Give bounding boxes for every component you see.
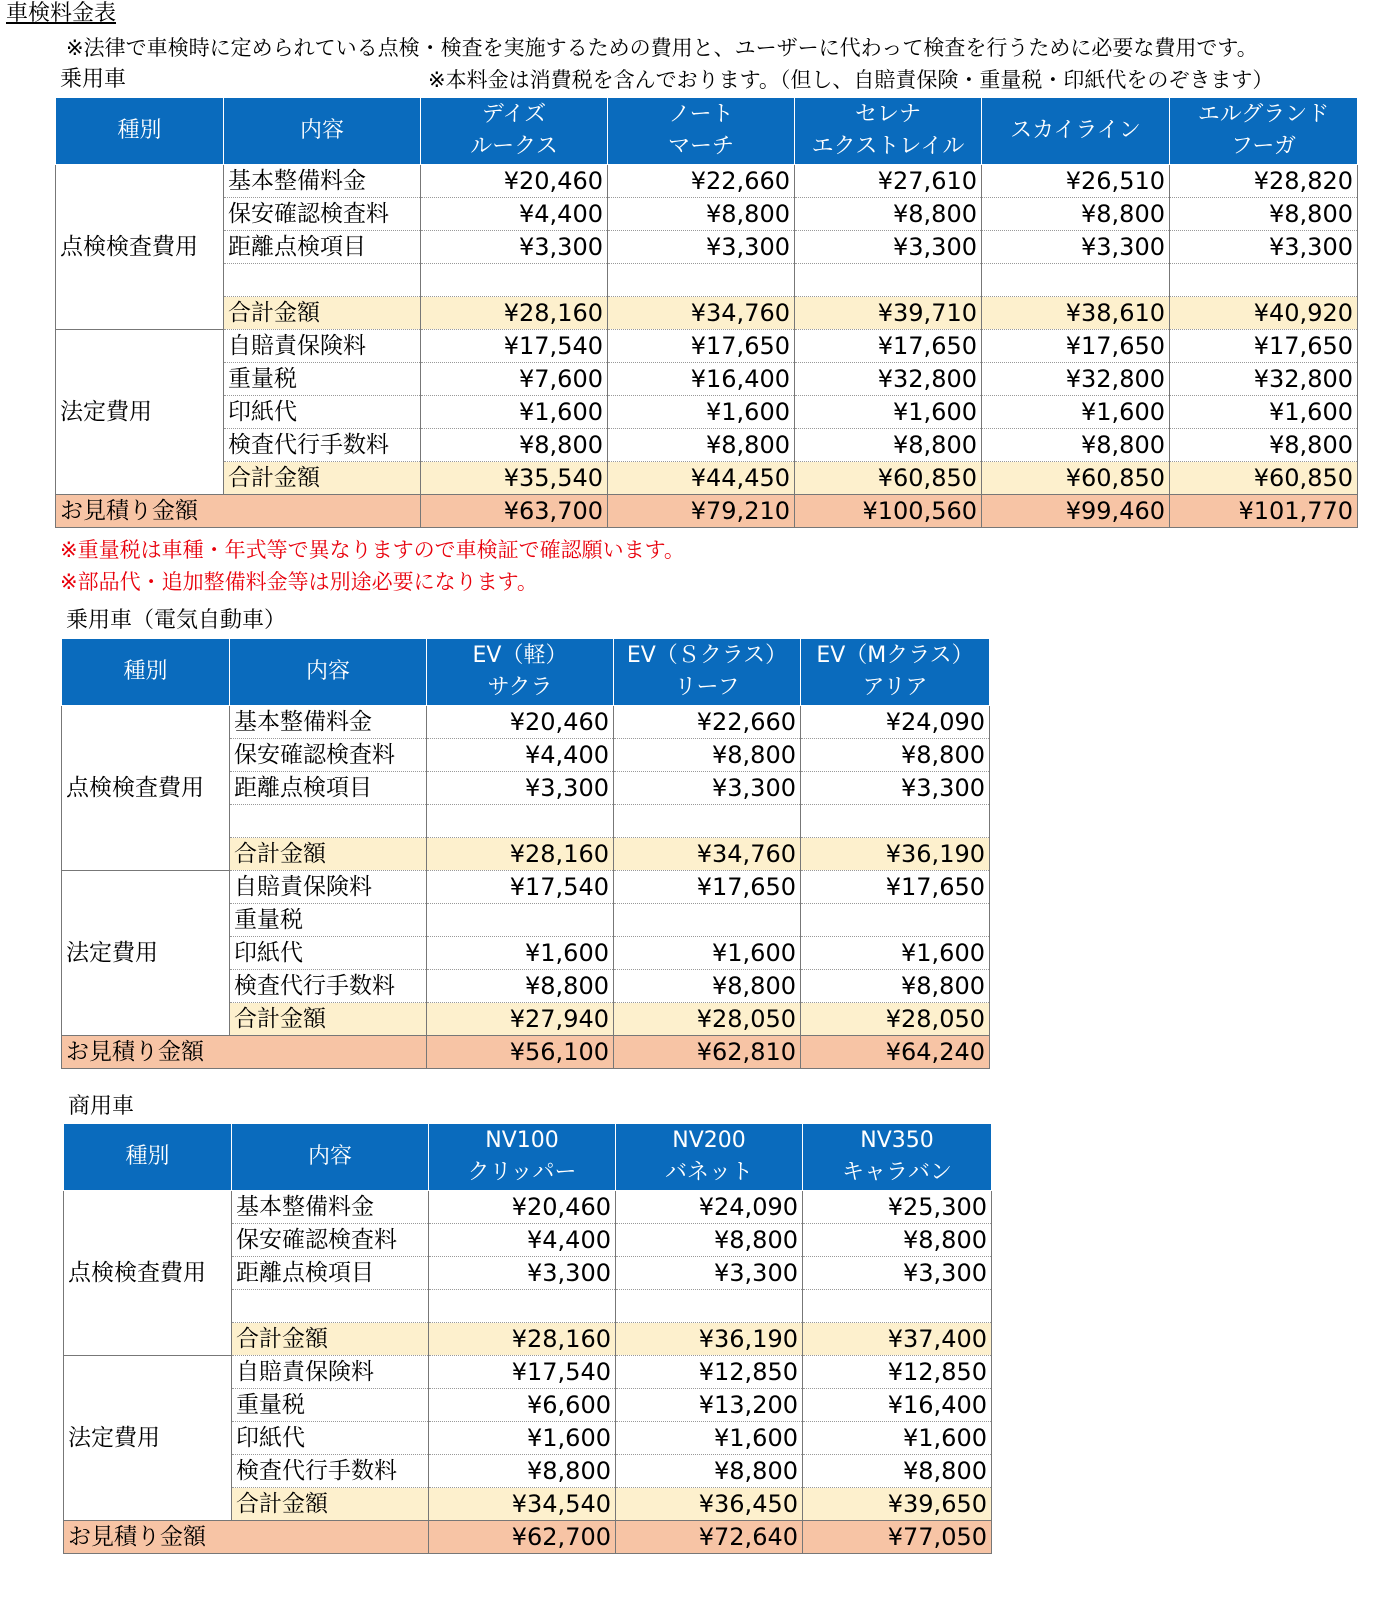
value-cell: ¥17,540 [427, 871, 614, 904]
item-label-agency: 検査代行手数料 [224, 429, 421, 462]
blank-cell [801, 805, 990, 838]
value-cell: ¥27,610 [795, 165, 982, 198]
item-label-subtotal: 合計金額 [230, 1003, 427, 1036]
item-label-distance: 距離点検項目 [230, 772, 427, 805]
model-name-line1: セレナ [854, 102, 921, 127]
category-inspection: 点検検査費用 [56, 165, 224, 330]
item-label-safety: 保安確認検査料 [232, 1224, 429, 1257]
value-cell: ¥17,650 [614, 871, 801, 904]
estimate-label: お見積り金額 [64, 1521, 429, 1554]
value-cell: ¥28,050 [614, 1003, 801, 1036]
value-cell: ¥8,800 [795, 198, 982, 231]
value-cell: ¥3,300 [1170, 231, 1358, 264]
value-cell: ¥1,600 [795, 396, 982, 429]
value-cell: ¥3,300 [614, 772, 801, 805]
blank-cell [1170, 264, 1358, 297]
value-cell: ¥8,800 [616, 1224, 803, 1257]
model-name-line1: スカイライン [1010, 118, 1141, 143]
blank-cell [427, 805, 614, 838]
blank-cell [232, 1290, 429, 1323]
table-row [56, 363, 1358, 396]
value-cell: ¥44,450 [608, 462, 795, 495]
model-name-line2: マーチ [667, 134, 734, 159]
value-cell: ¥22,660 [608, 165, 795, 198]
value-cell [801, 904, 990, 937]
item-label-stamp: 印紙代 [232, 1422, 429, 1455]
value-cell: ¥4,400 [421, 198, 608, 231]
item-label-safety: 保安確認検査料 [230, 739, 427, 772]
estimate-label: お見積り金額 [56, 495, 421, 528]
item-label-jibaiseki: 自賠責保険料 [230, 871, 427, 904]
estimate-label: お見積り金額 [62, 1036, 427, 1069]
value-cell: ¥28,820 [1170, 165, 1358, 198]
header-row [64, 1124, 992, 1191]
value-cell: ¥1,600 [608, 396, 795, 429]
blank-cell [616, 1290, 803, 1323]
table-row [56, 264, 1358, 297]
value-cell: ¥34,760 [608, 297, 795, 330]
header-content: 内容 [232, 1124, 429, 1191]
value-cell: ¥38,610 [982, 297, 1170, 330]
value-cell: ¥34,540 [429, 1488, 616, 1521]
model-name-line1: EV（Mクラス） [816, 643, 974, 668]
estimate-value: ¥64,240 [801, 1036, 990, 1069]
value-cell: ¥8,800 [801, 970, 990, 1003]
value-cell: ¥35,540 [421, 462, 608, 495]
value-cell: ¥27,940 [427, 1003, 614, 1036]
value-cell: ¥8,800 [614, 739, 801, 772]
header-model-2 [614, 639, 801, 706]
value-cell: ¥3,300 [795, 231, 982, 264]
category-legal: 法定費用 [62, 871, 230, 1036]
value-cell: ¥8,800 [803, 1455, 992, 1488]
item-label-distance: 距離点検項目 [232, 1257, 429, 1290]
ev-fee-table [61, 638, 990, 1069]
value-cell: ¥32,800 [982, 363, 1170, 396]
blank-cell [614, 805, 801, 838]
estimate-value: ¥77,050 [803, 1521, 992, 1554]
model-name-line2: サクラ [487, 675, 553, 700]
estimate-row [64, 1521, 992, 1554]
value-cell: ¥8,800 [1170, 198, 1358, 231]
fee-description-note: ※法律で車検時に定められている点検・検査を実施するための費用と、ユーザーに代わって検査を行うために必要な費用です。 [66, 36, 1258, 60]
value-cell: ¥8,800 [1170, 429, 1358, 462]
value-cell: ¥1,600 [801, 937, 990, 970]
item-label-basic: 基本整備料金 [232, 1191, 429, 1224]
item-label-weight-tax: 重量税 [230, 904, 427, 937]
value-cell: ¥4,400 [427, 739, 614, 772]
value-cell: ¥8,800 [795, 429, 982, 462]
value-cell: ¥8,800 [982, 198, 1170, 231]
header-model-4 [982, 98, 1170, 165]
item-label-subtotal: 合計金額 [232, 1488, 429, 1521]
item-label-jibaiseki: 自賠責保険料 [224, 330, 421, 363]
category-inspection: 点検検査費用 [64, 1191, 232, 1356]
value-cell: ¥6,600 [429, 1389, 616, 1422]
value-cell: ¥32,800 [1170, 363, 1358, 396]
header-row [62, 639, 990, 706]
value-cell: ¥8,800 [801, 739, 990, 772]
value-cell: ¥3,300 [429, 1257, 616, 1290]
value-cell: ¥20,460 [427, 706, 614, 739]
value-cell: ¥13,200 [616, 1389, 803, 1422]
estimate-value: ¥100,560 [795, 495, 982, 528]
value-cell: ¥7,600 [421, 363, 608, 396]
model-name-line1: EV（Ｓクラス） [626, 643, 788, 668]
value-cell: ¥8,800 [608, 429, 795, 462]
value-cell: ¥34,760 [614, 838, 801, 871]
item-label-weight-tax: 重量税 [224, 363, 421, 396]
value-cell: ¥3,300 [801, 772, 990, 805]
table-row [56, 330, 1358, 363]
header-model-3 [801, 639, 990, 706]
blank-cell [224, 264, 421, 297]
header-row [56, 98, 1358, 165]
value-cell [427, 904, 614, 937]
item-label-subtotal: 合計金額 [224, 462, 421, 495]
header-model-5 [1170, 98, 1358, 165]
value-cell: ¥8,800 [427, 970, 614, 1003]
value-cell: ¥8,800 [614, 970, 801, 1003]
estimate-value: ¥72,640 [616, 1521, 803, 1554]
value-cell: ¥22,660 [614, 706, 801, 739]
page-title: 車検料金表 [6, 1, 117, 26]
item-label-weight-tax: 重量税 [232, 1389, 429, 1422]
value-cell: ¥8,800 [616, 1455, 803, 1488]
value-cell: ¥3,300 [616, 1257, 803, 1290]
table-row [56, 198, 1358, 231]
model-name-line2: キャラバン [841, 1160, 952, 1185]
blank-cell [230, 805, 427, 838]
header-content: 内容 [224, 98, 421, 165]
value-cell: ¥25,300 [803, 1191, 992, 1224]
value-cell: ¥1,600 [982, 396, 1170, 429]
value-cell: ¥32,800 [795, 363, 982, 396]
value-cell: ¥4,400 [429, 1224, 616, 1257]
value-cell: ¥28,160 [429, 1323, 616, 1356]
value-cell: ¥17,650 [801, 871, 990, 904]
parts-cost-note: ※部品代・追加整備料金等は別途必要になります。 [60, 570, 538, 594]
value-cell: ¥28,160 [421, 297, 608, 330]
model-name-line2: クリッパー [467, 1160, 577, 1185]
blank-cell [608, 264, 795, 297]
model-name-line2: リーフ [674, 675, 740, 700]
value-cell: ¥60,850 [982, 462, 1170, 495]
header-model-1 [429, 1124, 616, 1191]
header-content: 内容 [230, 639, 427, 706]
table-row [64, 1191, 992, 1224]
table-row [64, 1356, 992, 1389]
model-name-line1: EV（軽） [472, 643, 568, 668]
value-cell: ¥8,800 [421, 429, 608, 462]
item-label-basic: 基本整備料金 [230, 706, 427, 739]
value-cell: ¥36,190 [801, 838, 990, 871]
estimate-value: ¥63,700 [421, 495, 608, 528]
value-cell: ¥16,400 [803, 1389, 992, 1422]
value-cell: ¥1,600 [616, 1422, 803, 1455]
item-label-stamp: 印紙代 [230, 937, 427, 970]
blank-cell [421, 264, 608, 297]
model-name-line1: NV350 [860, 1128, 934, 1153]
header-model-2 [616, 1124, 803, 1191]
estimate-value: ¥99,460 [982, 495, 1170, 528]
item-label-subtotal: 合計金額 [230, 838, 427, 871]
item-label-subtotal: 合計金額 [224, 297, 421, 330]
tax-note: ※本料金は消費税を含んでおります。（但し、自賠責保険・重量税・印紙代をのぞきます） [428, 68, 1274, 92]
value-cell: ¥1,600 [614, 937, 801, 970]
table-row [56, 231, 1358, 264]
model-name-line2: ルークス [470, 134, 558, 159]
section-label-passenger: 乗用車 [60, 67, 127, 92]
item-label-basic: 基本整備料金 [224, 165, 421, 198]
value-cell: ¥26,510 [982, 165, 1170, 198]
estimate-value: ¥56,100 [427, 1036, 614, 1069]
header-type: 種別 [56, 98, 224, 165]
value-cell: ¥1,600 [421, 396, 608, 429]
value-cell: ¥16,400 [608, 363, 795, 396]
estimate-value: ¥62,700 [429, 1521, 616, 1554]
value-cell: ¥20,460 [421, 165, 608, 198]
weight-tax-note: ※重量税は車種・年式等で異なりますので車検証で確認願います。 [60, 538, 685, 562]
value-cell: ¥3,300 [803, 1257, 992, 1290]
value-cell: ¥17,540 [421, 330, 608, 363]
header-model-3 [795, 98, 982, 165]
value-cell: ¥17,650 [1170, 330, 1358, 363]
table-row [56, 462, 1358, 495]
category-inspection: 点検検査費用 [62, 706, 230, 871]
value-cell: ¥1,600 [803, 1422, 992, 1455]
value-cell: ¥12,850 [616, 1356, 803, 1389]
value-cell [614, 904, 801, 937]
blank-cell [795, 264, 982, 297]
value-cell: ¥60,850 [795, 462, 982, 495]
item-label-subtotal: 合計金額 [232, 1323, 429, 1356]
item-label-agency: 検査代行手数料 [232, 1455, 429, 1488]
value-cell: ¥1,600 [427, 937, 614, 970]
value-cell: ¥36,450 [616, 1488, 803, 1521]
estimate-row [56, 495, 1358, 528]
value-cell: ¥24,090 [801, 706, 990, 739]
model-name-line1: デイズ [481, 102, 547, 127]
value-cell: ¥17,650 [608, 330, 795, 363]
estimate-value: ¥101,770 [1170, 495, 1358, 528]
item-label-distance: 距離点検項目 [224, 231, 421, 264]
item-label-jibaiseki: 自賠責保険料 [232, 1356, 429, 1389]
item-label-safety: 保安確認検査料 [224, 198, 421, 231]
passenger-fee-table [55, 97, 1358, 528]
header-type: 種別 [64, 1124, 232, 1191]
header-model-2 [608, 98, 795, 165]
blank-cell [429, 1290, 616, 1323]
header-model-1 [427, 639, 614, 706]
section-label-ev: 乗用車（電気自動車） [66, 608, 287, 633]
value-cell: ¥20,460 [429, 1191, 616, 1224]
value-cell: ¥37,400 [803, 1323, 992, 1356]
model-name-line1: NV100 [485, 1128, 559, 1153]
value-cell: ¥28,160 [427, 838, 614, 871]
blank-cell [803, 1290, 992, 1323]
model-name-line1: ノート [668, 102, 734, 127]
model-name-line2: バネット [664, 1160, 753, 1185]
value-cell: ¥3,300 [427, 772, 614, 805]
header-model-1 [421, 98, 608, 165]
table-row [56, 429, 1358, 462]
value-cell: ¥28,050 [801, 1003, 990, 1036]
value-cell: ¥17,650 [795, 330, 982, 363]
table-row [62, 871, 990, 904]
value-cell: ¥1,600 [429, 1422, 616, 1455]
value-cell: ¥40,920 [1170, 297, 1358, 330]
estimate-row [62, 1036, 990, 1069]
item-label-stamp: 印紙代 [224, 396, 421, 429]
blank-cell [982, 264, 1170, 297]
value-cell: ¥8,800 [982, 429, 1170, 462]
estimate-value: ¥79,210 [608, 495, 795, 528]
table-row [56, 396, 1358, 429]
table-row [62, 706, 990, 739]
header-model-3 [803, 1124, 992, 1191]
value-cell: ¥3,300 [421, 231, 608, 264]
value-cell: ¥39,650 [803, 1488, 992, 1521]
value-cell: ¥24,090 [616, 1191, 803, 1224]
header-type: 種別 [62, 639, 230, 706]
category-legal: 法定費用 [64, 1356, 232, 1521]
table-row [56, 165, 1358, 198]
section-label-commercial: 商用車 [68, 1094, 135, 1119]
value-cell: ¥12,850 [803, 1356, 992, 1389]
table-row [56, 297, 1358, 330]
value-cell: ¥3,300 [608, 231, 795, 264]
value-cell: ¥3,300 [982, 231, 1170, 264]
estimate-value: ¥62,810 [614, 1036, 801, 1069]
value-cell: ¥39,710 [795, 297, 982, 330]
commercial-fee-table [63, 1123, 992, 1554]
value-cell: ¥36,190 [616, 1323, 803, 1356]
model-name-line2: エクストレイル [811, 134, 965, 159]
model-name-line1: NV200 [672, 1128, 746, 1153]
category-legal: 法定費用 [56, 330, 224, 495]
value-cell: ¥8,800 [803, 1224, 992, 1257]
value-cell: ¥17,650 [982, 330, 1170, 363]
model-name-line1: エルグランド [1197, 102, 1330, 127]
value-cell: ¥60,850 [1170, 462, 1358, 495]
value-cell: ¥1,600 [1170, 396, 1358, 429]
model-name-line2: アリア [862, 675, 928, 700]
model-name-line2: フーガ [1231, 134, 1296, 159]
value-cell: ¥8,800 [608, 198, 795, 231]
value-cell: ¥17,540 [429, 1356, 616, 1389]
item-label-agency: 検査代行手数料 [230, 970, 427, 1003]
value-cell: ¥8,800 [429, 1455, 616, 1488]
